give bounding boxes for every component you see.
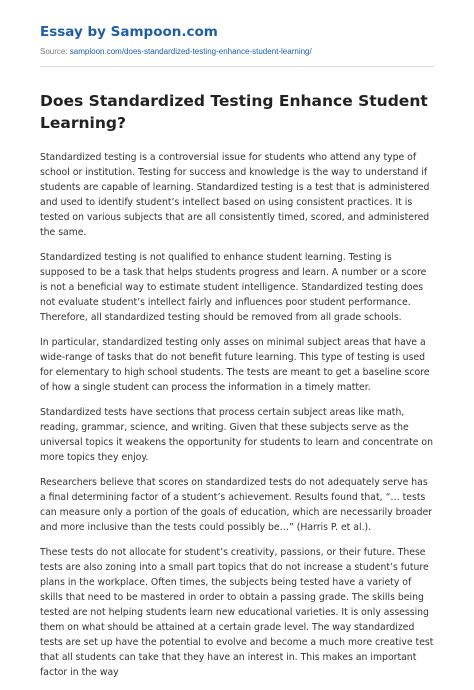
brand-title[interactable]: Essay by Sampoon.com	[40, 24, 218, 40]
article-title: Does Standardized Testing Enhance Student Learning?	[40, 92, 428, 132]
source-label: Source:	[40, 47, 70, 56]
article-body	[40, 150, 434, 690]
paragraph-3: In particular, standardized testing only asses on minimal subject areas that have a wide-range of tasks that do not benefit future learning. This type of testing is used for elementary to high school students. The tests are meant to get a baseline score of how a single student can process the information in a timely matter.	[40, 337, 430, 393]
paragraph-4: Standardized tests have sections that process certain subject areas like math, reading, grammar, science, and writing. Given that these subjects serve as the universal topics it weakens the opportunity for students to learn and concentrate on more topics they enjoy.	[40, 407, 434, 463]
paragraph-5: Researchers believe that scores on standardized tests do not adequately serve has a final determining factor of a student’s achievement. Results found that, “… tests can measure only a portion of the goals of education, which are necessarily broader and more inclusive than the tests could possibly be…” (Harris P. et al.).	[40, 477, 433, 533]
source-link[interactable]: samploon.com/does-standardized-testing-enhance-student-learning/	[69, 47, 312, 56]
paragraph-2: Standardized testing is not qualified to enhance student learning. Testing is supposed to be a task that helps students progress and learn. A number or a score is not a beneficial way to estimate student intelligence. Standardized testing does not evaluate student’s intellect fairly and influences poor student performance. Therefore, all standardized testing should be removed from all grade schools.	[40, 252, 427, 323]
page-header	[0, 0, 474, 72]
paragraph-1: Standardized testing is a controversial issue for students who attend any type of school or institution. Testing for success and knowledge is the way to understand if students are capable of learning. Standardized testing is a test that is administered and used to identify student’s intellect based on using consistent practices. It is tested on various subjects that are all consistently timed, scored, and administered the same.	[40, 152, 430, 238]
paragraph-6: These tests do not allocate for student’s creativity, passions, or their future. These tests are also zoning into a small part topics that do not increase a student’s future plans in the workplace. Often times, the subjects being tested have a variety of skills that need to be mastered in order to obtain a passing grade. The skills being tested are not helping students learn new educational varieties. It is only assessing them on what should be attained at a certain grade level. The way standardized tests are set up have the potential to evolve and become a much more creative test that all students can take that they have an interest in. This makes an important factor in the way	[40, 547, 434, 678]
header-divider	[40, 66, 434, 67]
source-line	[40, 47, 312, 56]
